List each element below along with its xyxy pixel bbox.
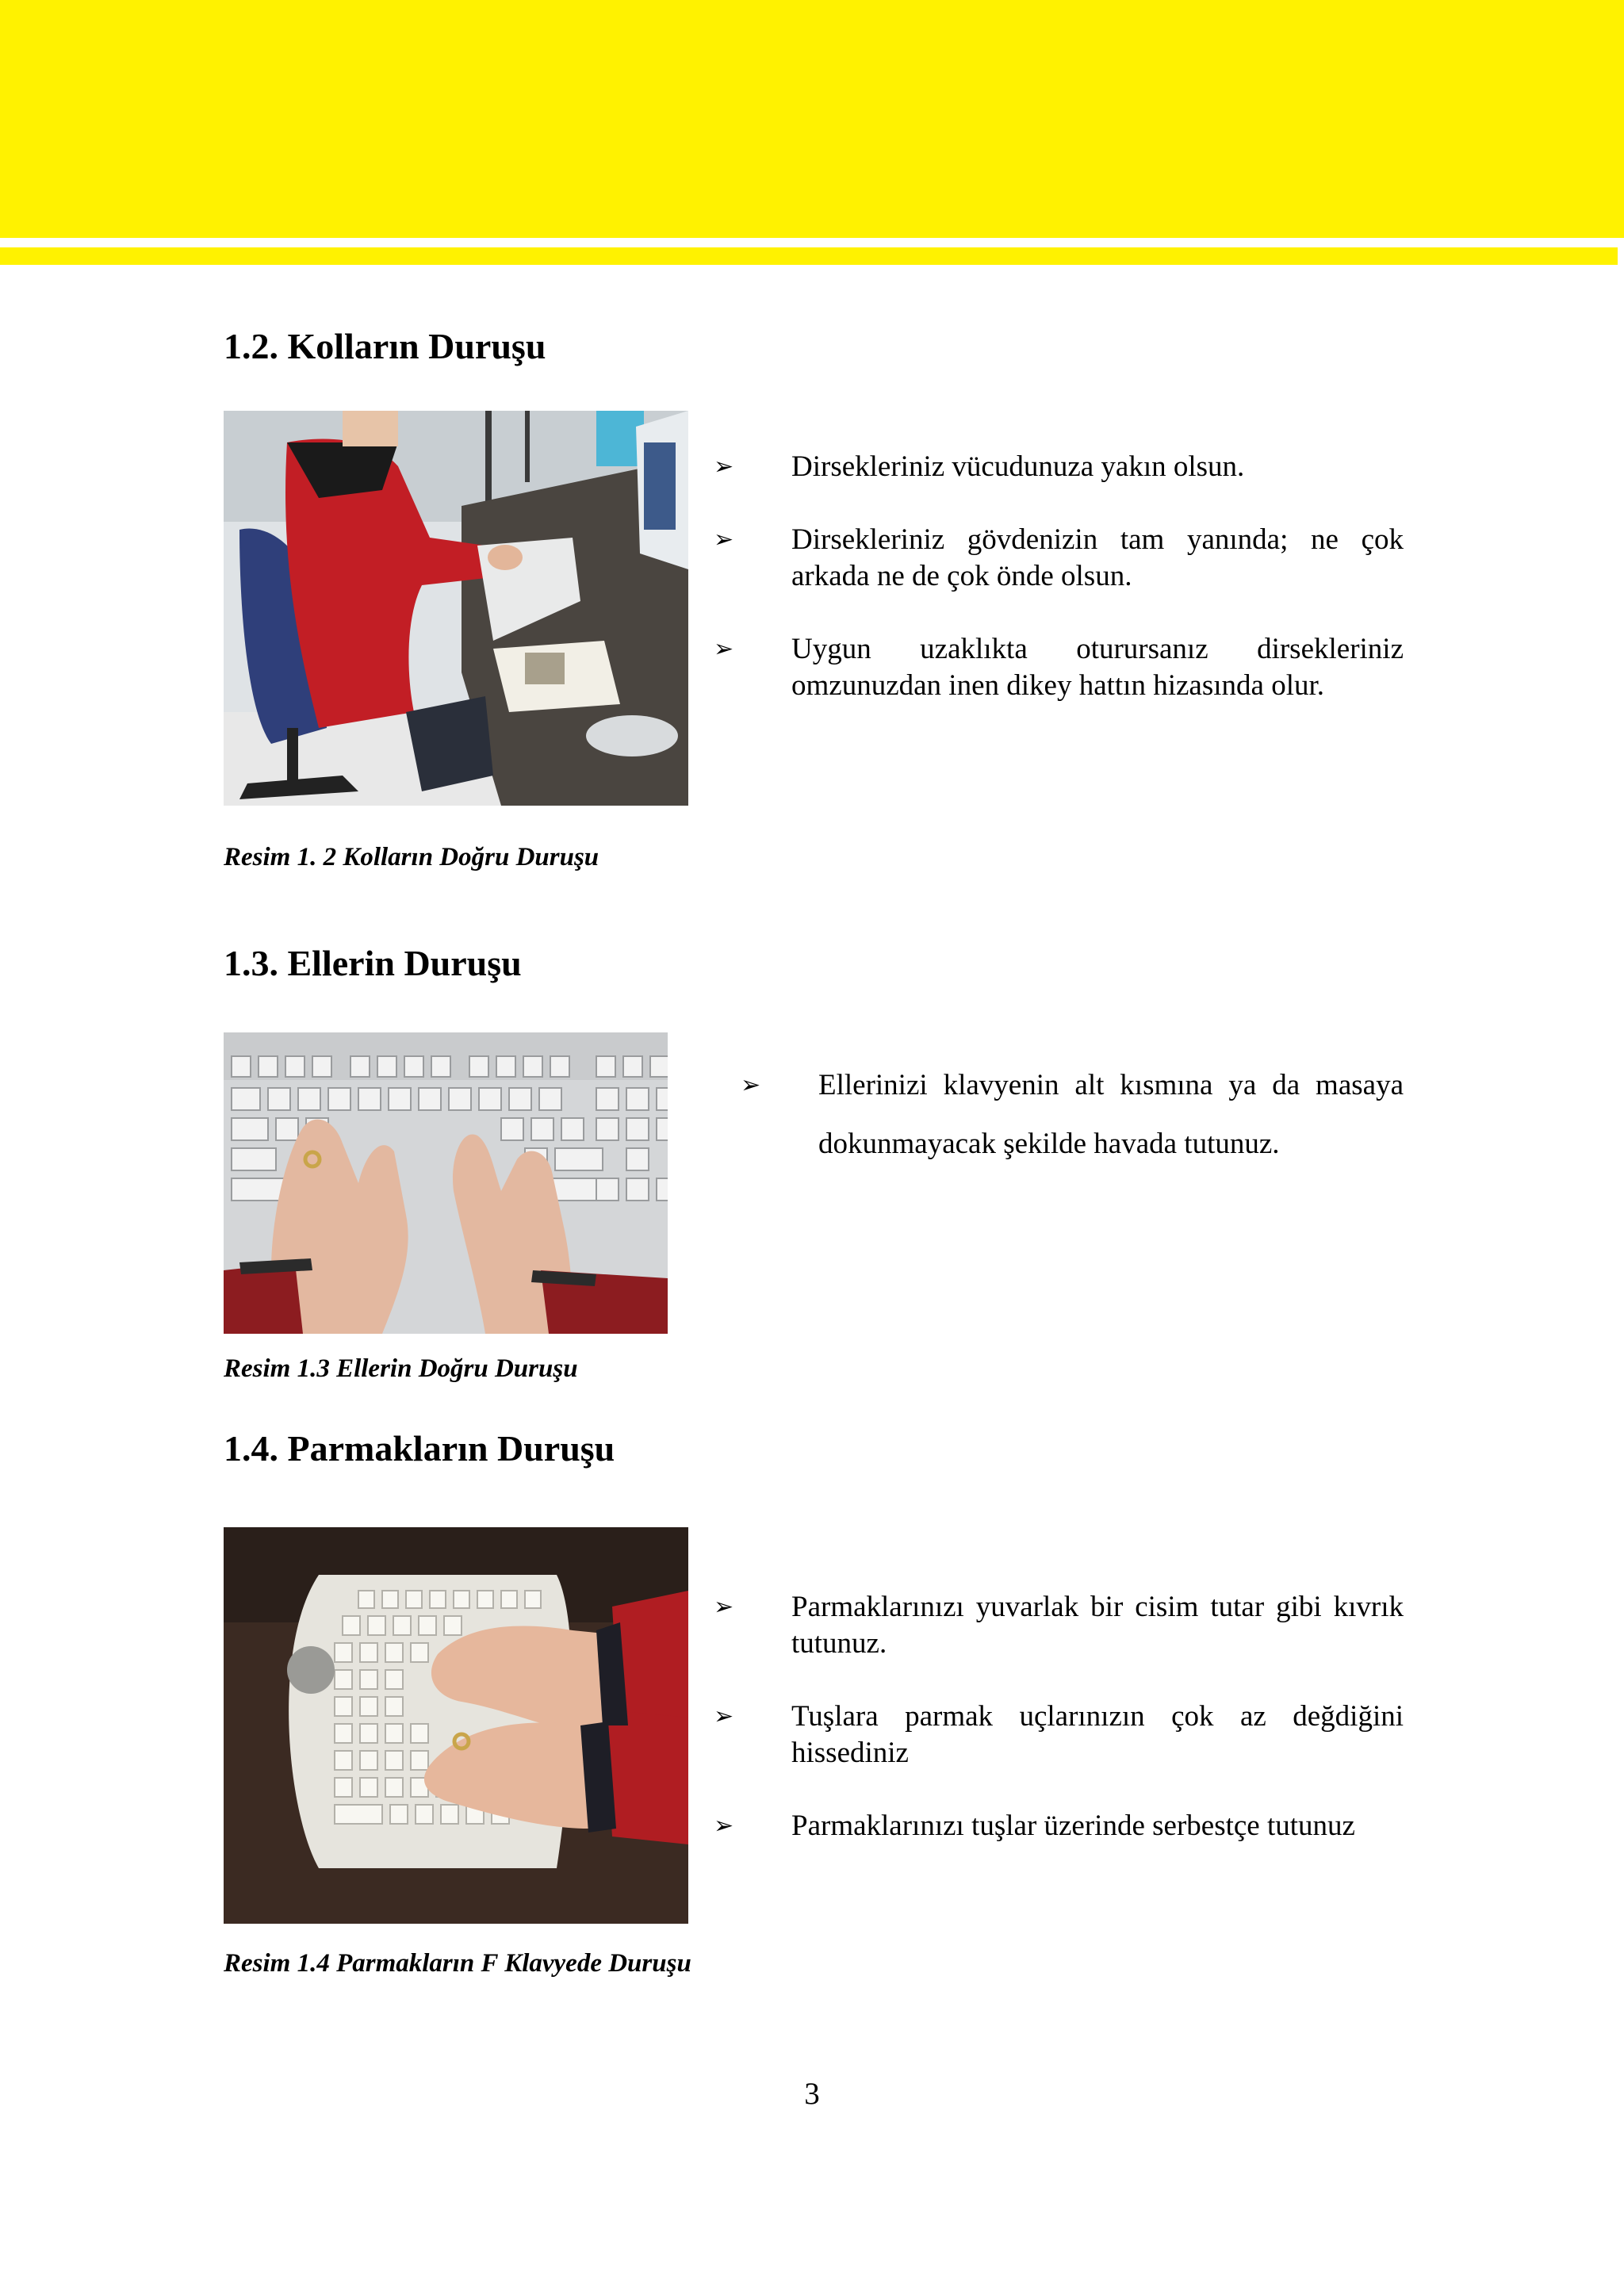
bullet-arrow-icon: ➢ (741, 1071, 761, 1099)
bullet-text: Ellerinizi klavyenin alt kısmına ya da masaya dokunmayacak şekilde havada tutunuz. (818, 1069, 1404, 1160)
photo-fingers-posture (224, 1527, 688, 1924)
bullet-list-arms (714, 449, 1404, 704)
page-number: 3 (804, 2077, 820, 2111)
bullet-text: Parmaklarınızı yuvarlak bir cisim tutar gibi kıvrık tutunuz. (791, 1591, 1404, 1660)
bullet-text: Parmaklarınızı tuşlar üzerinde serbestçe tutunuz (791, 1810, 1355, 1842)
header-band (0, 0, 1624, 238)
section-heading-hands: 1.3. Ellerin Duruşu (224, 943, 522, 983)
bullet-arrow-icon: ➢ (714, 526, 734, 553)
photo-hands-posture (224, 1032, 714, 1334)
bullet-item (714, 1808, 1404, 1844)
bullet-arrow-icon: ➢ (714, 1593, 734, 1621)
photo-hands-illustration (224, 1032, 714, 1334)
photo-arms-illustration (224, 411, 688, 806)
bullet-item (741, 1056, 1404, 1174)
bullet-item (714, 522, 1404, 595)
bullet-list-hands (741, 1056, 1404, 1174)
bullet-arrow-icon: ➢ (714, 1812, 734, 1840)
bullet-item (714, 449, 1404, 485)
bullet-item (714, 1589, 1404, 1662)
caption-fingers: Resim 1.4 Parmakların F Klavyede Duruşu (224, 1949, 691, 1978)
caption-hands: Resim 1.3 Ellerin Doğru Duruşu (224, 1354, 578, 1383)
bullet-item (714, 631, 1404, 704)
section-heading-fingers: 1.4. Parmakların Duruşu (224, 1428, 615, 1469)
header-rule (0, 247, 1618, 265)
bullet-text: Dirsekleriniz gövdenizin tam yanında; ne çok arkada ne de çok önde olsun. (791, 523, 1404, 592)
bullet-text: Tuşlara parmak uçlarınızın çok az değdiğini hissediniz (791, 1700, 1404, 1769)
bullet-list-fingers (714, 1589, 1404, 1844)
bullet-arrow-icon: ➢ (714, 635, 734, 663)
bullet-item (714, 1699, 1404, 1771)
caption-arms: Resim 1. 2 Kolların Doğru Duruşu (224, 843, 599, 871)
photo-fingers-illustration (224, 1527, 688, 1924)
bullet-text: Uygun uzaklıkta oturursanız dirsekleriniz omzunuzdan inen dikey hattın hizasında olur. (791, 633, 1404, 702)
bullet-arrow-icon: ➢ (714, 453, 734, 481)
bullet-text: Dirsekleriniz vücudunuza yakın olsun. (791, 450, 1245, 483)
bullet-arrow-icon: ➢ (714, 1702, 734, 1730)
section-heading-arms: 1.2. Kolların Duruşu (224, 326, 546, 366)
photo-arms-posture (224, 411, 688, 806)
